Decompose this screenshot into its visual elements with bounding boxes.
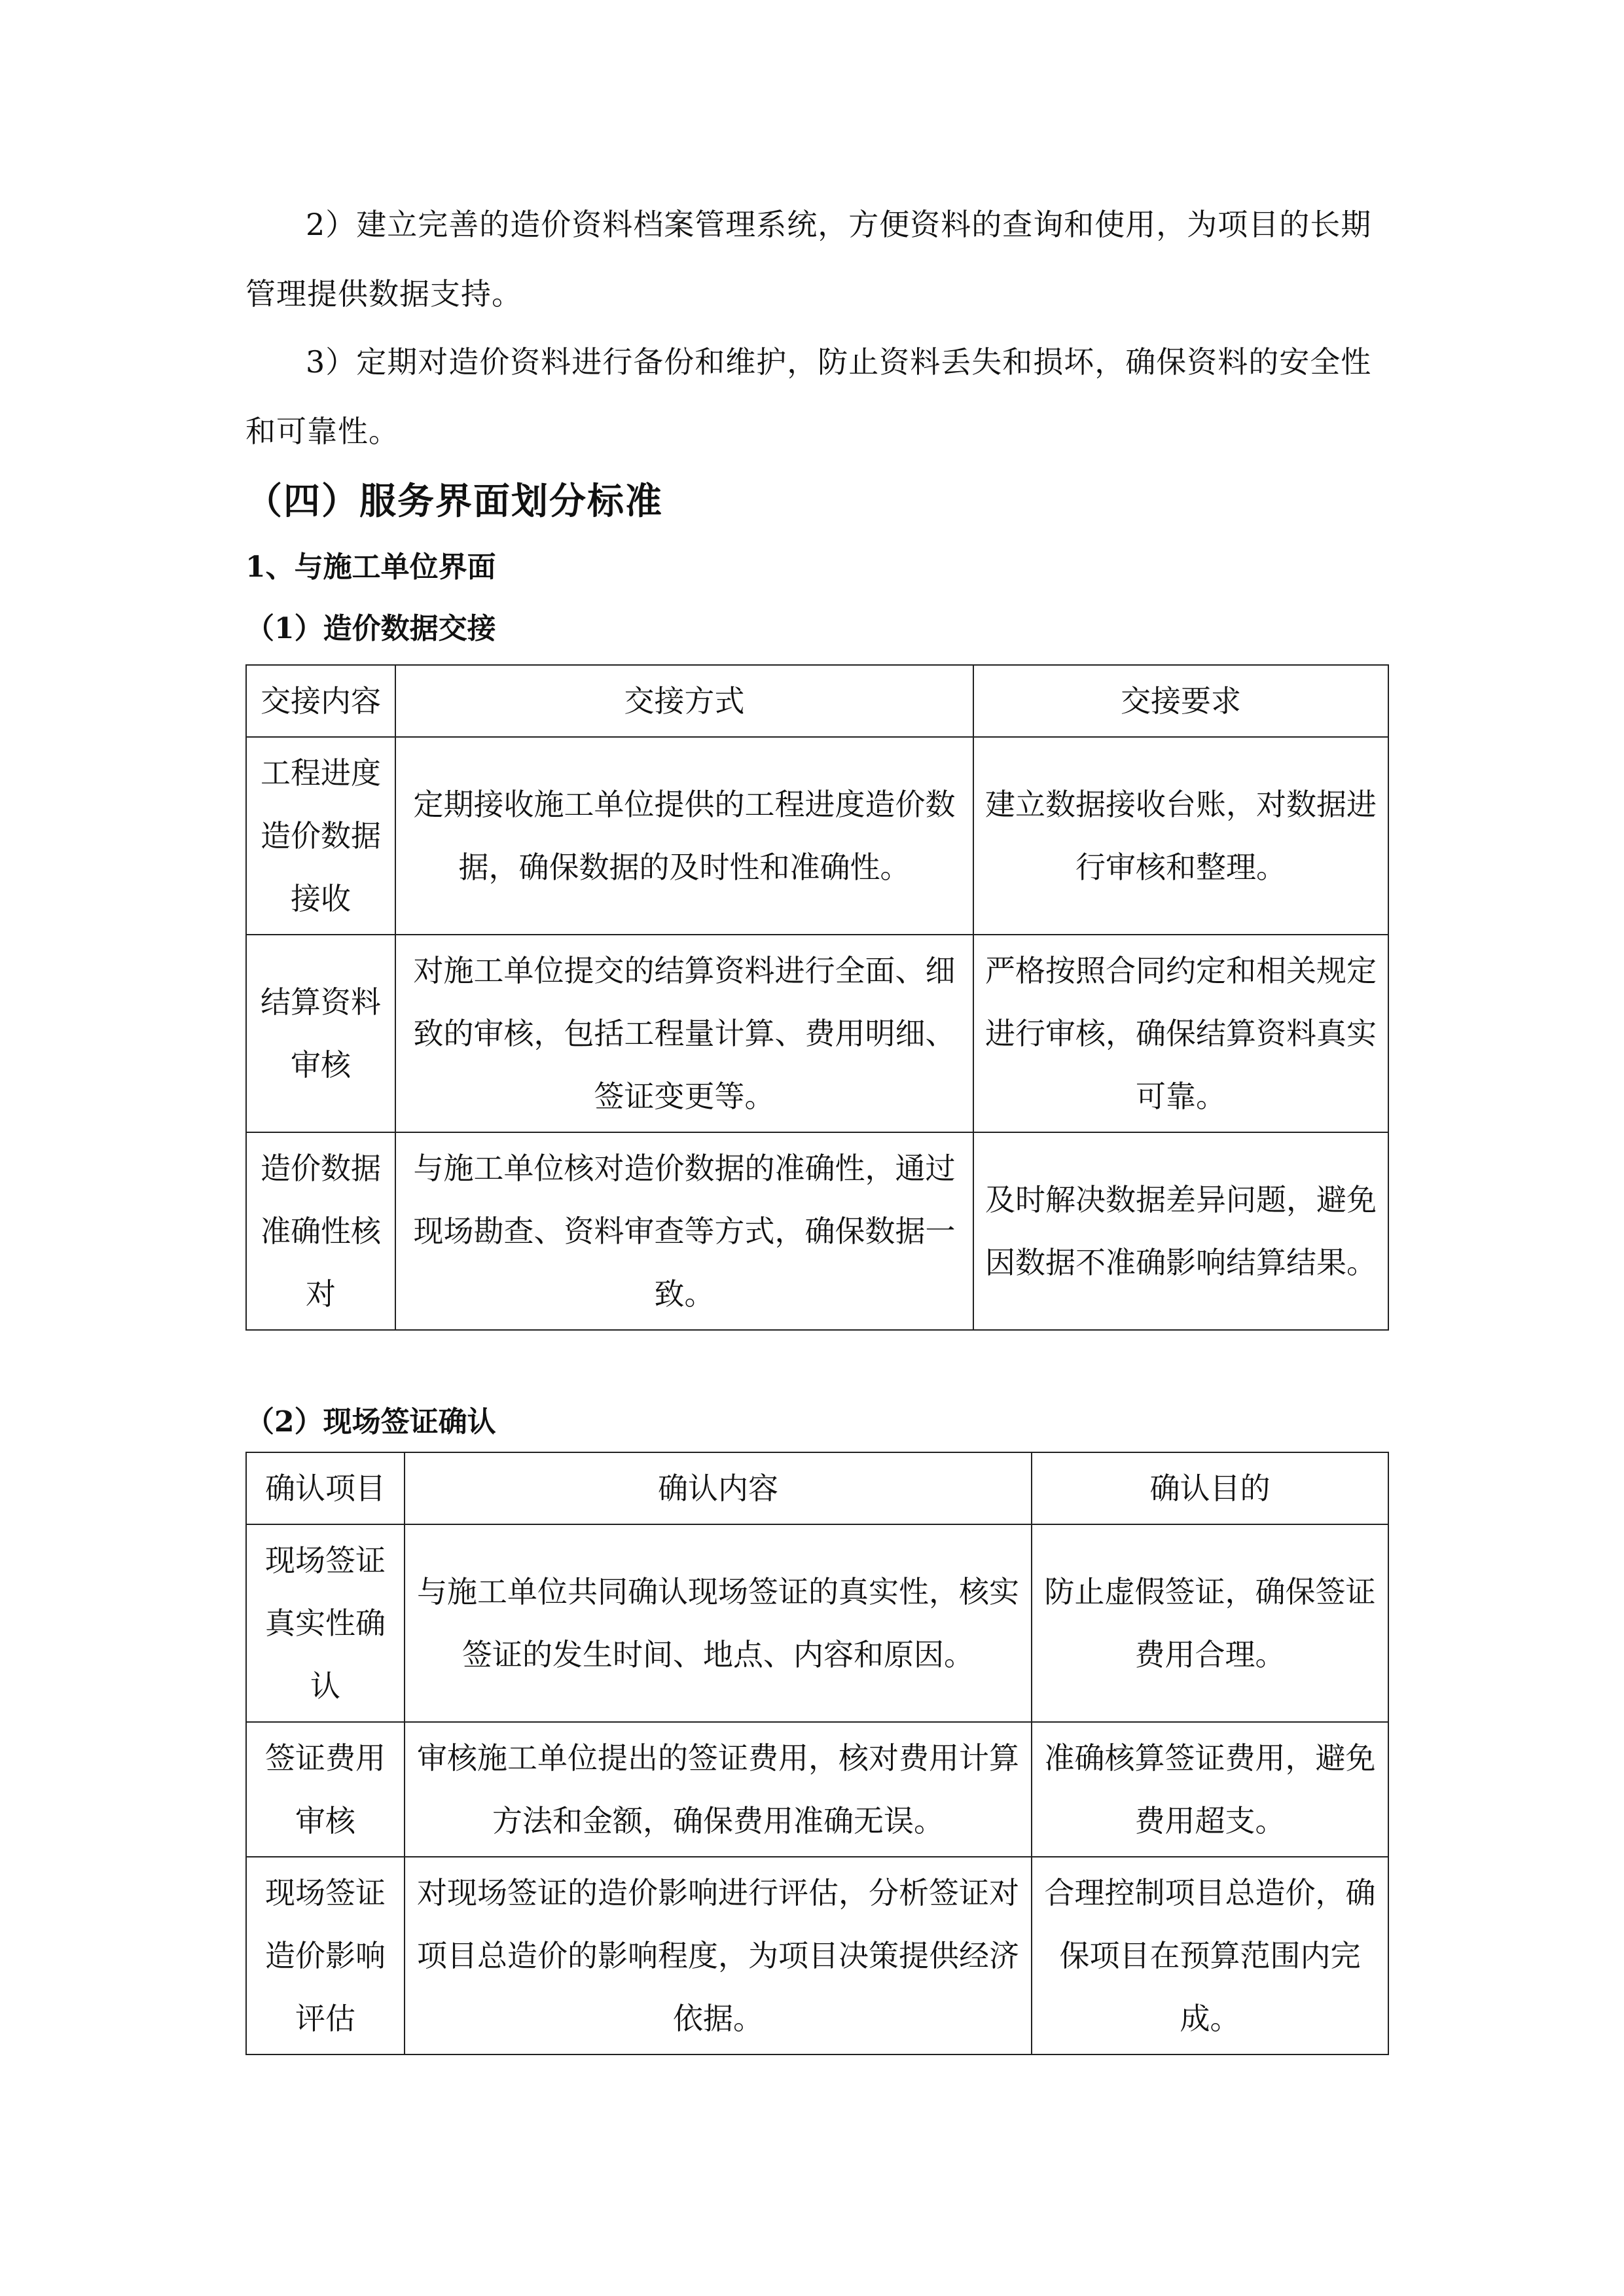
- table-row: [246, 935, 1388, 1132]
- table-header-cell: 确认内容: [405, 1452, 1032, 1524]
- subsection-title: 1、与施工单位界面: [245, 550, 496, 584]
- table-cell: 与施工单位共同确认现场签证的真实性，核实签证的发生时间、地点、内容和原因。: [405, 1524, 1032, 1722]
- table-cell: 审核施工单位提出的签证费用，核对费用计算方法和金额，确保费用准确无误。: [405, 1722, 1032, 1857]
- table-cell: 现场签证造价影响评估: [246, 1857, 405, 2054]
- paragraph-archive-system: 2）建立完善的造价资料档案管理系统，方便资料的查询和使用，为项目的长期管理提供数据支持。: [245, 207, 1372, 312]
- table-row: [246, 1857, 1388, 2054]
- cost-data-handover-table: [245, 664, 1389, 1331]
- table-header-cell: 交接内容: [246, 665, 395, 737]
- site-visa-confirmation-table: [245, 1452, 1389, 2055]
- table-cell: 结算资料审核: [246, 935, 395, 1132]
- table-cell: 工程进度造价数据接收: [246, 737, 395, 935]
- table-header-cell: 确认目的: [1032, 1452, 1388, 1524]
- table-cell: 准确核算签证费用，避免费用超支。: [1032, 1722, 1388, 1857]
- table-header-cell: 确认项目: [246, 1452, 405, 1524]
- table-row: [246, 1132, 1388, 1330]
- table-cell: 严格按照合同约定和相关规定进行审核，确保结算资料真实可靠。: [973, 935, 1388, 1132]
- table-cell: 造价数据准确性核对: [246, 1132, 395, 1330]
- table-row: [246, 737, 1388, 935]
- table-cell: 合理控制项目总造价，确保项目在预算范围内完成。: [1032, 1857, 1388, 2054]
- table-cell: 对施工单位提交的结算资料进行全面、细致的审核，包括工程量计算、费用明细、签证变更等。: [395, 935, 973, 1132]
- table1-caption: （1）造价数据交接: [245, 612, 496, 645]
- table-header-row: [246, 1452, 1388, 1524]
- table-row: [246, 1524, 1388, 1722]
- table-cell: 及时解决数据差异问题，避免因数据不准确影响结算结果。: [973, 1132, 1388, 1330]
- table2-caption: （2）现场签证确认: [245, 1405, 496, 1439]
- table-cell: 与施工单位核对造价数据的准确性，通过现场勘查、资料审查等方式，确保数据一致。: [395, 1132, 973, 1330]
- table-cell: 对现场签证的造价影响进行评估，分析签证对项目总造价的影响程度，为项目决策提供经济依据。: [405, 1857, 1032, 2054]
- table-cell: 建立数据接收台账，对数据进行审核和整理。: [973, 737, 1388, 935]
- table-cell: 签证费用审核: [246, 1722, 405, 1857]
- table-row: [246, 1722, 1388, 1857]
- table-cell: 防止虚假签证，确保签证费用合理。: [1032, 1524, 1388, 1722]
- section-title: （四）服务界面划分标准: [245, 480, 663, 523]
- table-header-cell: 交接方式: [395, 665, 973, 737]
- table-header-row: [246, 665, 1388, 737]
- table-cell: 定期接收施工单位提供的工程进度造价数据，确保数据的及时性和准确性。: [395, 737, 973, 935]
- table-cell: 现场签证真实性确认: [246, 1524, 405, 1722]
- table-header-cell: 交接要求: [973, 665, 1388, 737]
- paragraph-backup: 3）定期对造价资料进行备份和维护，防止资料丢失和损坏，确保资料的安全性和可靠性。: [245, 344, 1372, 449]
